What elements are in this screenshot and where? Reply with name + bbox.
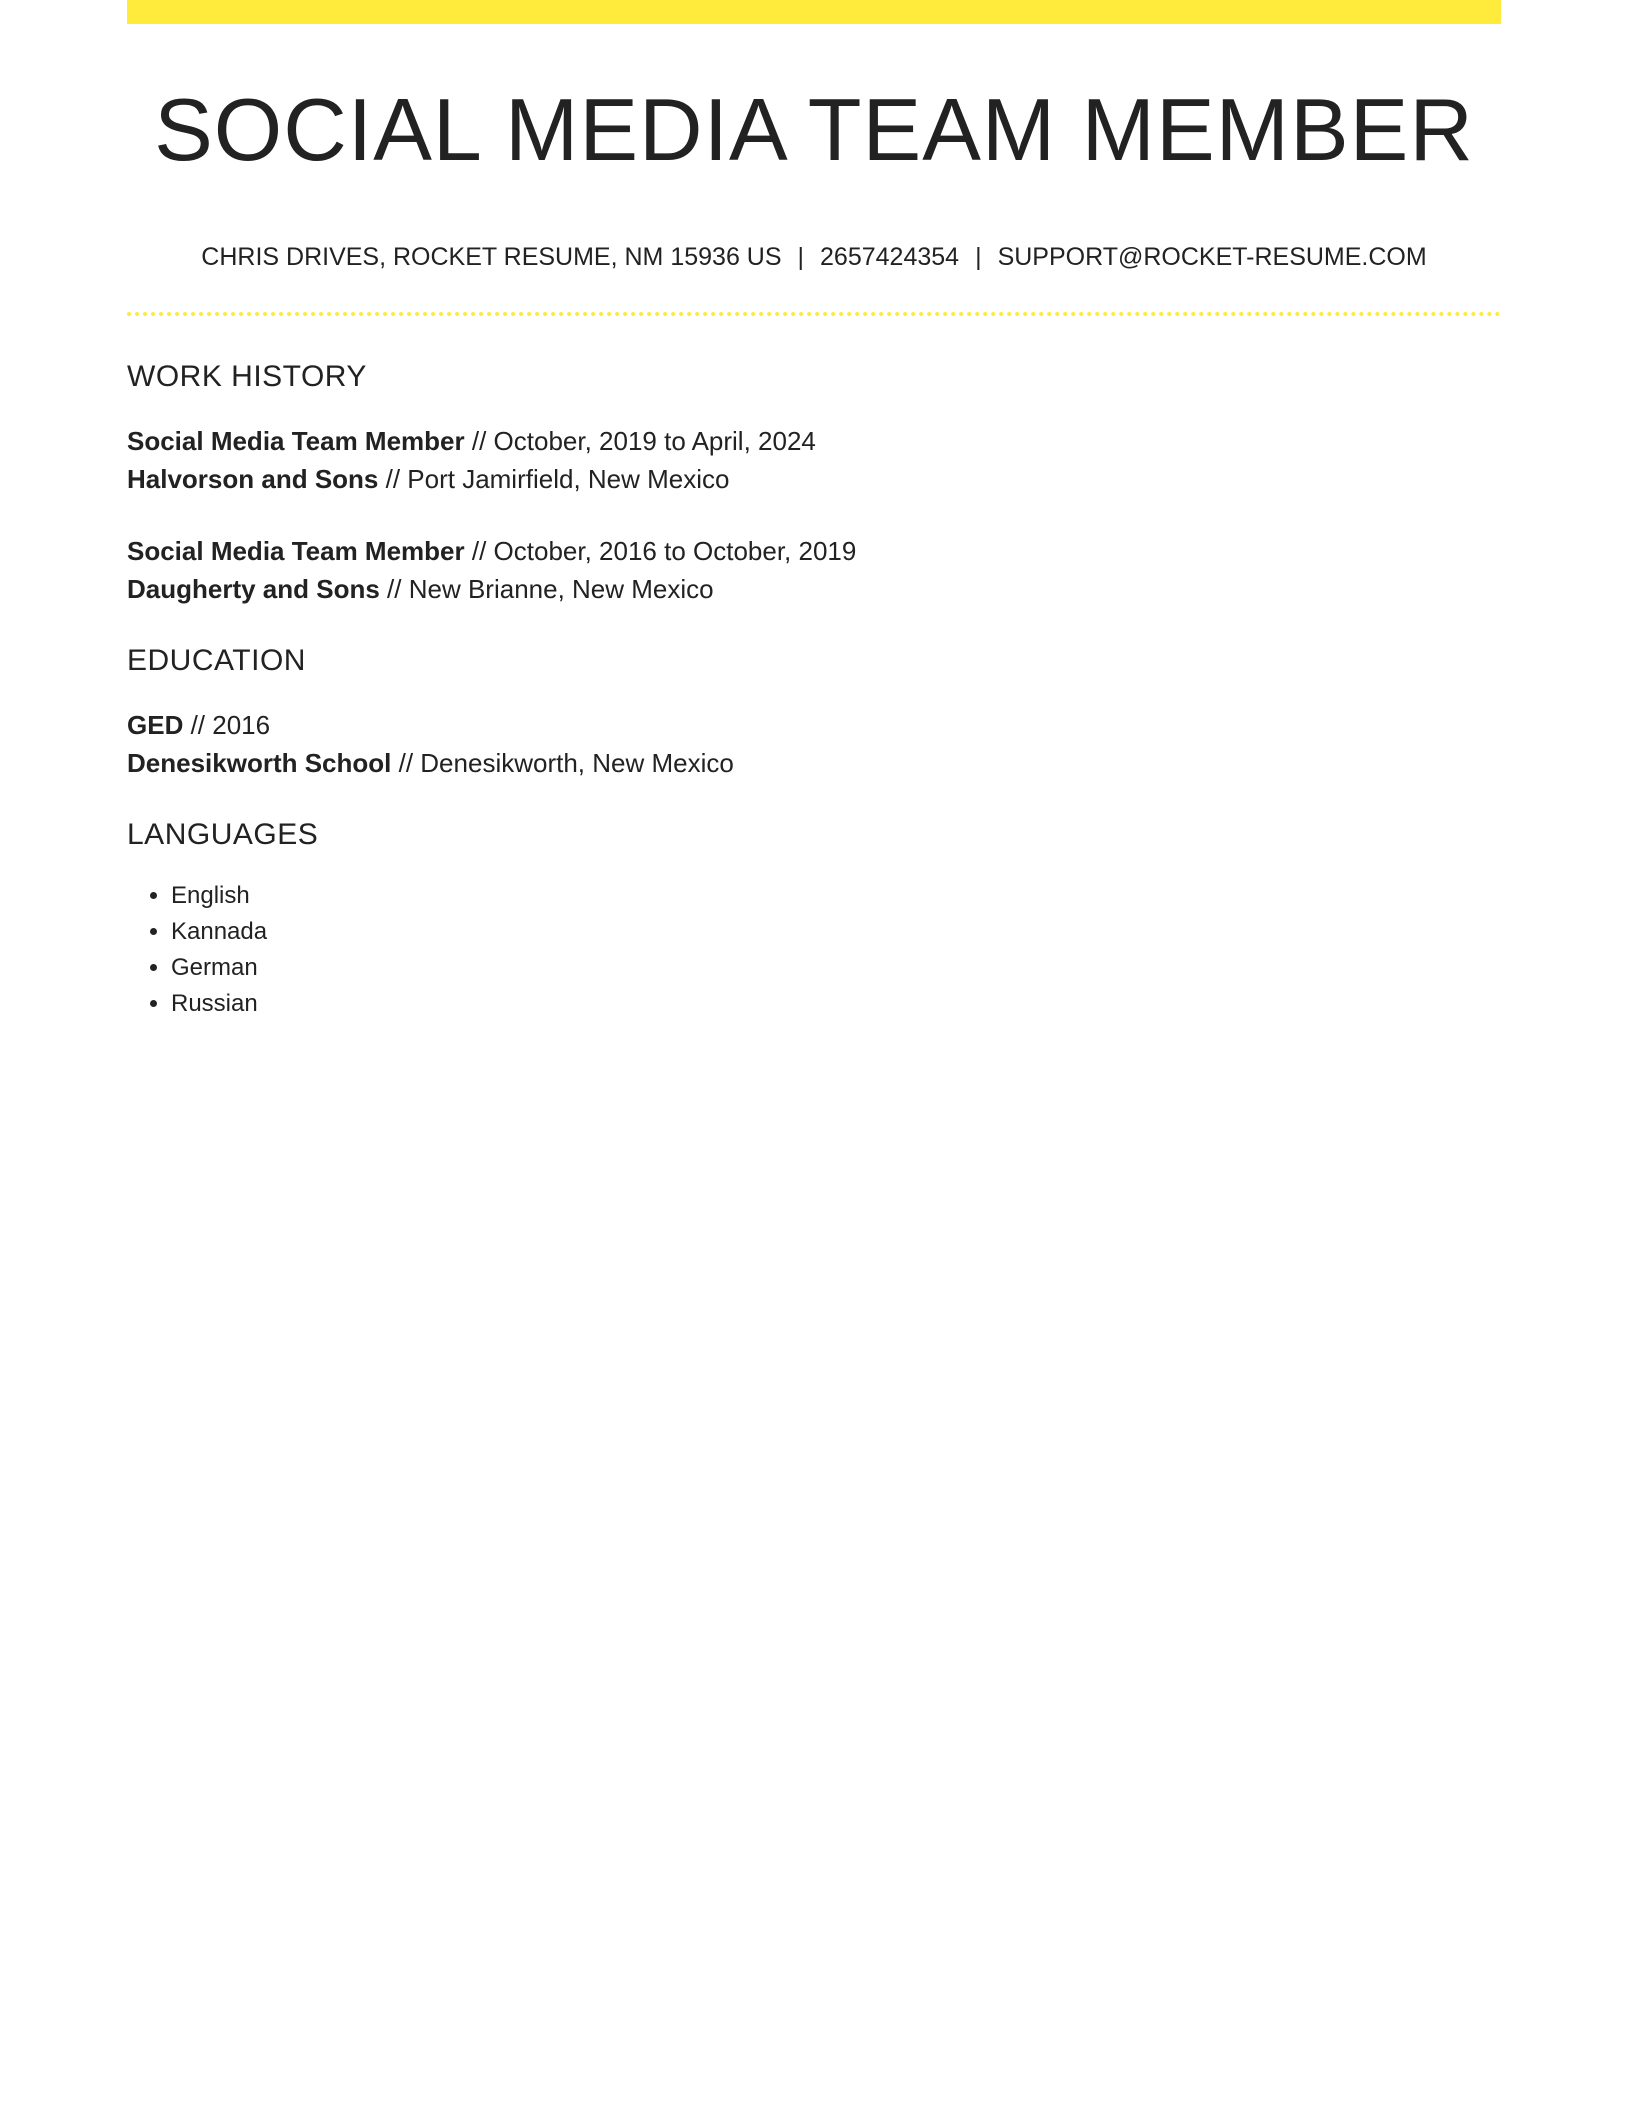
language-item: • Kannada	[171, 914, 1501, 950]
degree: GED	[127, 709, 184, 740]
job-dates: // October, 2019 to April, 2024	[464, 425, 816, 456]
education-entry	[127, 706, 1501, 782]
degree-line	[127, 706, 1501, 744]
work-history-heading: WORK HISTORY	[127, 359, 367, 393]
contact-address: CHRIS DRIVES, ROCKET RESUME, NM 15936 US	[201, 242, 782, 271]
job-entry	[127, 422, 1501, 498]
school-name: Denesikworth School	[127, 747, 392, 778]
job-entry	[127, 532, 1501, 608]
job-dates: // October, 2016 to October, 2019	[464, 535, 857, 566]
degree-year: // 2016	[183, 709, 271, 740]
job-title-line	[127, 532, 1501, 570]
education-heading: EDUCATION	[127, 643, 306, 677]
school-location: // Denesikworth, New Mexico	[391, 747, 734, 778]
job-title-line	[127, 422, 1501, 460]
language-item: • Russian	[171, 986, 1501, 1022]
school-line	[127, 744, 1501, 782]
job-role: Social Media Team Member	[127, 535, 465, 566]
contact-separator: |	[975, 242, 982, 271]
accent-top-bar	[127, 0, 1501, 24]
dotted-divider	[127, 312, 1501, 316]
contact-email: SUPPORT@ROCKET-RESUME.COM	[997, 242, 1427, 271]
resume-page	[127, 0, 1501, 1022]
contact-separator: |	[797, 242, 805, 271]
job-company: Halvorson and Sons	[127, 463, 379, 494]
job-company: Daugherty and Sons	[127, 573, 380, 604]
job-company-line	[127, 460, 1501, 498]
job-role: Social Media Team Member	[127, 425, 465, 456]
language-item: • English	[171, 878, 1501, 914]
resume-title: SOCIAL MEDIA TEAM MEMBER	[154, 80, 1474, 179]
languages-heading: LANGUAGES	[127, 817, 319, 851]
job-company-line	[127, 570, 1501, 608]
contact-line	[127, 243, 1501, 272]
contact-phone: 2657424354	[820, 242, 960, 271]
language-item: • German	[171, 950, 1501, 986]
job-location: // New Brianne, New Mexico	[379, 573, 714, 604]
languages-list	[127, 878, 1501, 1022]
job-location: // Port Jamirfield, New Mexico	[378, 463, 730, 494]
